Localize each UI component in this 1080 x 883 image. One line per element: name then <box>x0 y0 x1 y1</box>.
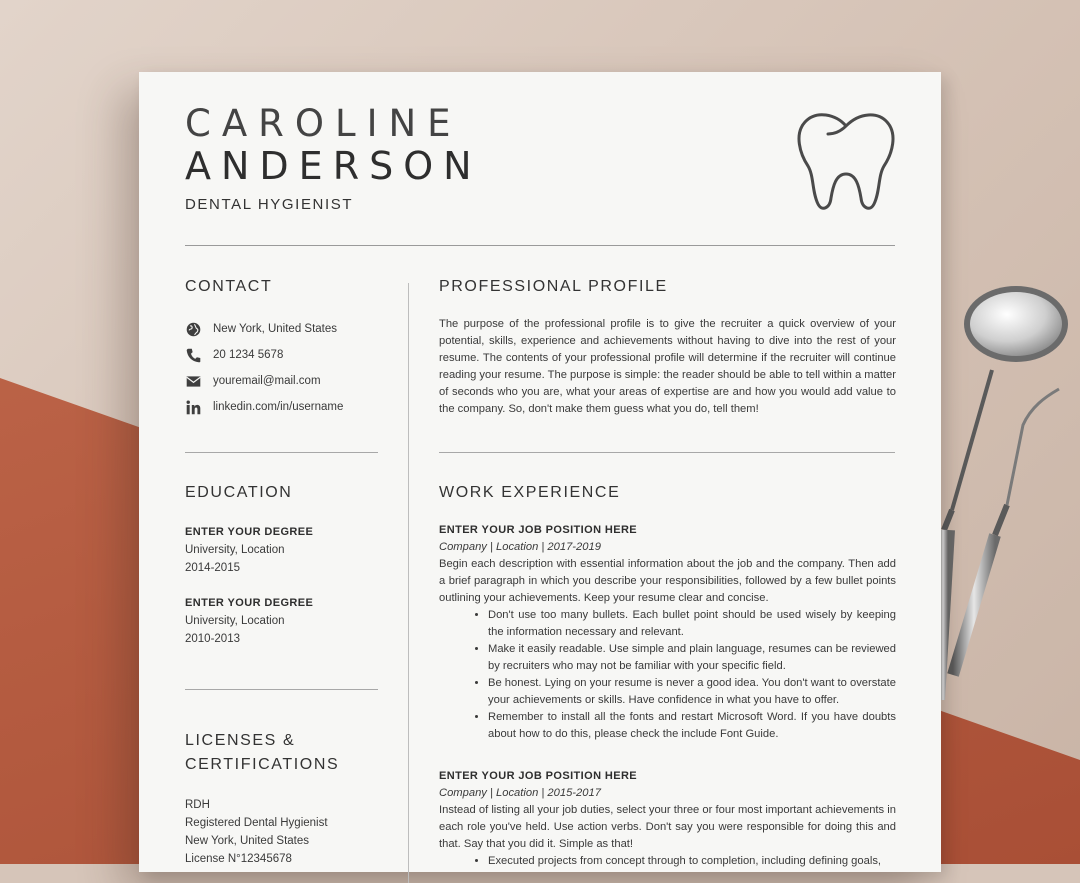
phone-icon <box>185 347 202 364</box>
education-school: University, Location <box>185 615 285 627</box>
contact-email <box>185 371 321 391</box>
first-name: CAROLINE <box>185 102 462 145</box>
job-description: Instead of listing all your job duties, select your three or four most important achievements in each role you've held. Use action verbs. Don't say you were responsible for doing this and that. Say that you did it. Simple as that! <box>439 804 896 850</box>
job-company: Company | Location | 2015-2017 <box>439 787 601 799</box>
profile-text: The purpose of the professional profile is to give the recruiter a quick overview of your potential, skills, experience and achievements without having to dive into the rest of your resume. The contents of your professional profile will determine if the recruiter will continue reading your resume. The purpose is simple: the reader should be able to tell within a matter of seconds who you are, what your areas of expertise are and how you would add value to the company. So, don't make them guess what you do, tell them! <box>439 318 896 415</box>
profile-heading: PROFESSIONAL PROFILE <box>439 278 668 295</box>
contact-location <box>185 319 337 339</box>
contact-linkedin-text: linkedin.com/in/username <box>213 401 344 413</box>
education-item <box>185 594 313 648</box>
job-entry <box>439 768 896 870</box>
job-bullet: • Don't use too many bullets. Each bullet point should be used wisely by keeping the information necessary and relevant. <box>488 607 896 641</box>
contact-email-text: youremail@mail.com <box>213 375 321 387</box>
job-bullet: • Be honest. Lying on your resume is never a good idea. You don't want to overstate your achievements or skills. Have confidence in what you have to offer. <box>488 675 896 709</box>
contact-divider <box>185 452 378 453</box>
license-line: Registered Dental Hygienist <box>185 817 328 829</box>
education-school: University, Location <box>185 544 285 556</box>
contact-linkedin <box>185 397 343 417</box>
licenses-heading-line2: CERTIFICATIONS <box>185 756 340 773</box>
job-bullet: • Remember to install all the fonts and restart Microsoft Word. If you have doubts about how to do this, please check the include Font Guide. <box>488 709 896 743</box>
experience-heading: WORK EXPERIENCE <box>439 484 621 501</box>
column-divider <box>408 283 409 883</box>
education-degree: ENTER YOUR DEGREE <box>185 597 314 609</box>
job-bullet: • Executed projects from concept through to completion, including defining goals, <box>488 853 896 870</box>
education-years: 2014-2015 <box>185 562 240 574</box>
licenses-heading <box>185 729 339 777</box>
job-position: ENTER YOUR JOB POSITION HERE <box>439 524 638 536</box>
contact-location-text: New York, United States <box>213 323 338 335</box>
header-divider <box>185 245 895 246</box>
licenses-heading-line1: LICENSES & <box>185 732 296 749</box>
job-company: Company | Location | 2017-2019 <box>439 541 601 553</box>
resume-page <box>139 72 941 872</box>
envelope-icon <box>185 373 202 390</box>
job-title: DENTAL HYGIENIST <box>185 196 354 213</box>
license-line: RDH <box>185 799 210 811</box>
job-description: Begin each description with essential information about the job and the company. Then add a brief paragraph in which you describe your responsibilities, followed by a few bullet points outlining your achievements. Keep your resume clear and concise. <box>439 558 896 604</box>
job-position: ENTER YOUR JOB POSITION HERE <box>439 770 638 782</box>
job-bullet: • Make it easily readable. Use simple and plain language, resumes can be reviewed by recruiters who may not be familiar with your specific field. <box>488 641 896 675</box>
job-bullets <box>439 607 896 743</box>
education-divider <box>185 689 378 690</box>
globe-icon <box>185 321 202 338</box>
licenses-list <box>185 796 328 868</box>
education-degree: ENTER YOUR DEGREE <box>185 526 314 538</box>
tooth-icon <box>794 104 898 212</box>
dental-explorer-tool <box>935 385 1075 685</box>
contact-phone-text: 20 1234 5678 <box>213 349 284 361</box>
profile-divider <box>439 452 895 453</box>
education-heading: EDUCATION <box>185 484 293 501</box>
education-years: 2010-2013 <box>185 633 240 645</box>
contact-heading: CONTACT <box>185 278 273 295</box>
license-line: New York, United States <box>185 835 310 847</box>
job-entry <box>439 522 896 743</box>
contact-phone <box>185 345 283 365</box>
last-name: ANDERSON <box>185 144 482 188</box>
linkedin-icon <box>185 399 202 416</box>
license-line: License N°12345678 <box>185 853 292 865</box>
job-bullets <box>439 853 896 870</box>
education-item <box>185 523 313 577</box>
